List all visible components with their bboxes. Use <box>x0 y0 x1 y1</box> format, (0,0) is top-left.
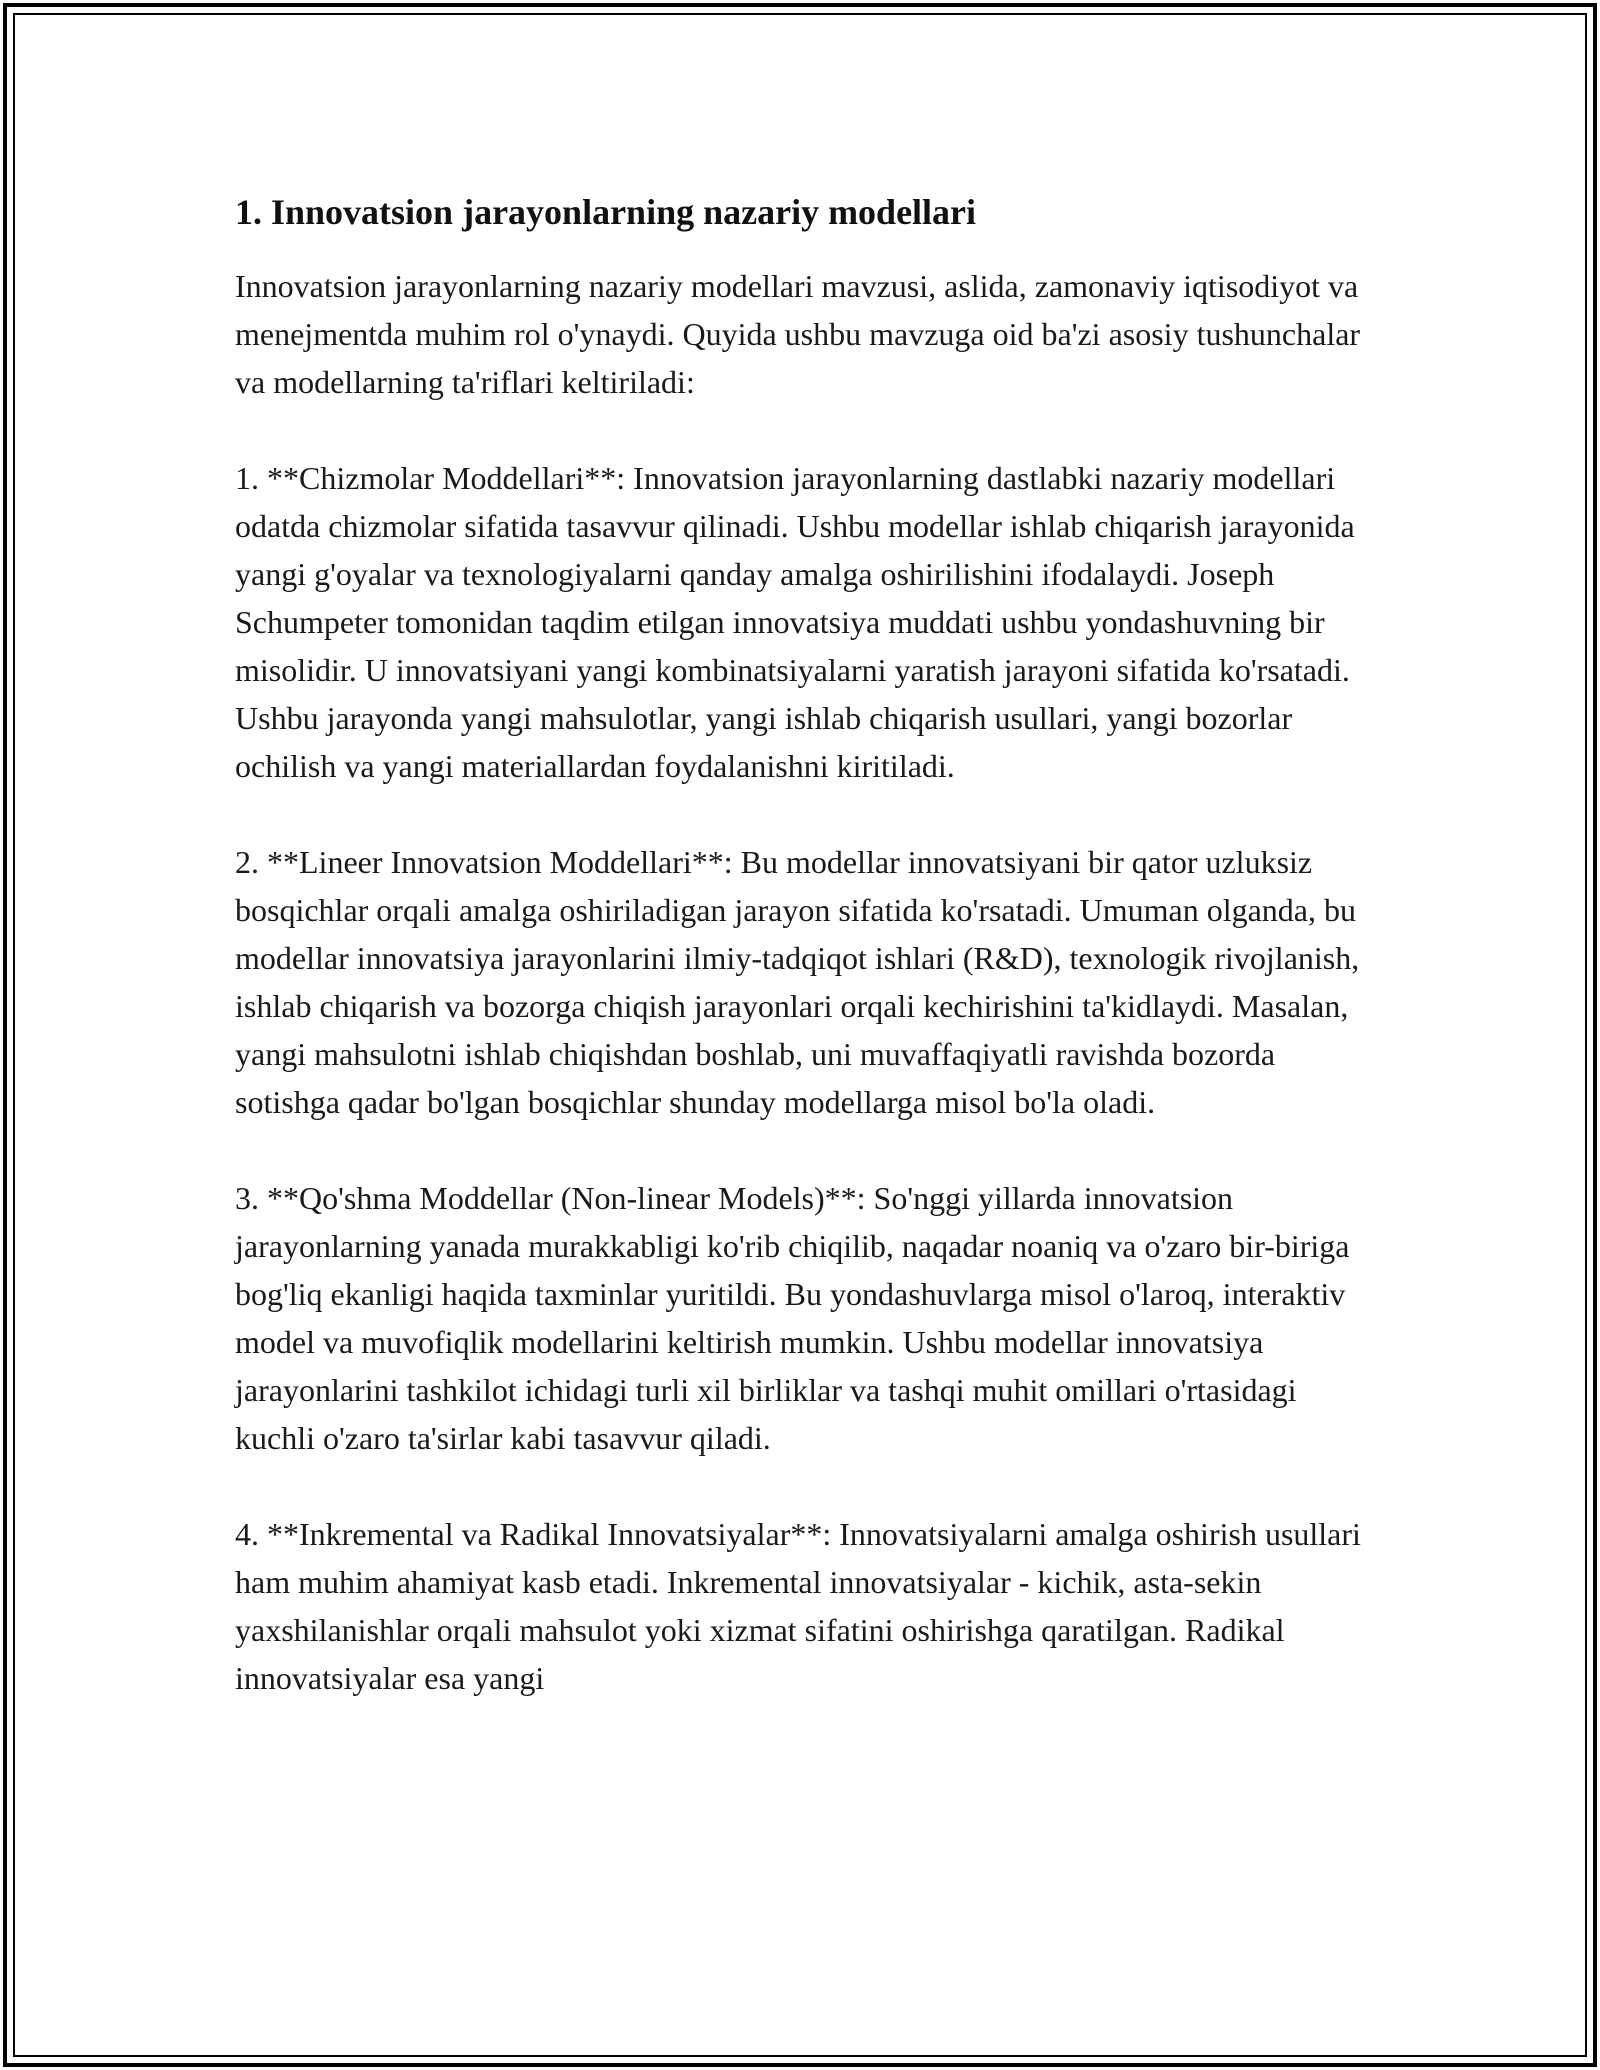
paragraph-chizmolar-models: 1. **Chizmolar Moddellari**: Innovatsion jarayonlarning dastlabki nazariy modellari odatda chizmolar sifatida tasavvur qilinadi. Ushbu modellar ishlab chiqarish jarayonida yangi g'oyalar va texnologiyalarni qanday amalga oshirilishini ifodalaydi. Joseph Schumpeter tomonidan taqdim etilgan innovatsiya muddati ushbu yondashuvning bir misolidir. U innovatsiyani yangi kombinatsiyalarni yaratish jarayoni sifatida ko'rsatadi. Ushbu jarayonda yangi mahsulotlar, yangi ishlab chiqarish usullari, yangi bozorlar ochilish va yangi materiallardan foydalanishni kiritiladi. <box>235 460 1355 784</box>
paragraph-incremental-radical: 4. **Inkremental va Radikal Innovatsiyalar**: Innovatsiyalarni amalga oshirish usullari ham muhim ahamiyat kasb etadi. Inkremental innovatsiyalar - kichik, asta-sekin yaxshilanishlar orqali mahsulot yoki xizmat sifatini oshirishga qaratilgan. Radikal innovatsiyalar esa yangi <box>235 1516 1361 1696</box>
paragraph-non-linear-models: 3. **Qo'shma Moddellar (Non-linear Models)**: So'nggi yillarda innovatsion jarayonlarning yanada murakkabligi ko'rib chiqilib, naqadar noaniq va o'zaro bir-biriga bog'liq ekanligi haqida taxminlar yuritildi. Bu yondashuvlarga misol o'laroq, interaktiv model va muvofiqlik modellarini keltirish mumkin. Ushbu modellar innovatsiya jarayonlarini tashkilot ichidagi turli xil birliklar va tashqi muhit omillari o'rtasidagi kuchli o'zaro ta'sirlar kabi tasavvur qiladi. <box>235 1180 1350 1456</box>
section-heading: 1. Innovatsion jarayonlarning nazariy modellari <box>235 192 977 232</box>
intro-paragraph: Innovatsion jarayonlarning nazariy modellari mavzusi, aslida, zamonaviy iqtisodiyot va menejmentda muhim rol o'ynaydi. Quyida ushbu mavzuga oid ba'zi asosiy tushunchalar va modellarning ta'riflari keltiriladi: <box>235 268 1361 400</box>
paragraph-linear-models: 2. **Lineer Innovatsion Moddellari**: Bu modellar innovatsiyani bir qator uzluksiz bosqichlar orqali amalga oshiriladigan jarayon sifatida ko'rsatadi. Umuman olganda, bu modellar innovatsiya jarayonlarini ilmiy-tadqiqot ishlari (R&D), texnologik rivojlanish, ishlab chiqarish va bozorga chiqish jarayonlari orqali kechirishini ta'kidlaydi. Masalan, yangi mahsulotni ishlab chiqishdan boshlab, uni muvaffaqiyatli ravishda bozorda sotishga qadar bo'lgan bosqichlar shunday modellarga misol bo'la oladi. <box>235 844 1360 1120</box>
document-body <box>235 188 1375 1702</box>
